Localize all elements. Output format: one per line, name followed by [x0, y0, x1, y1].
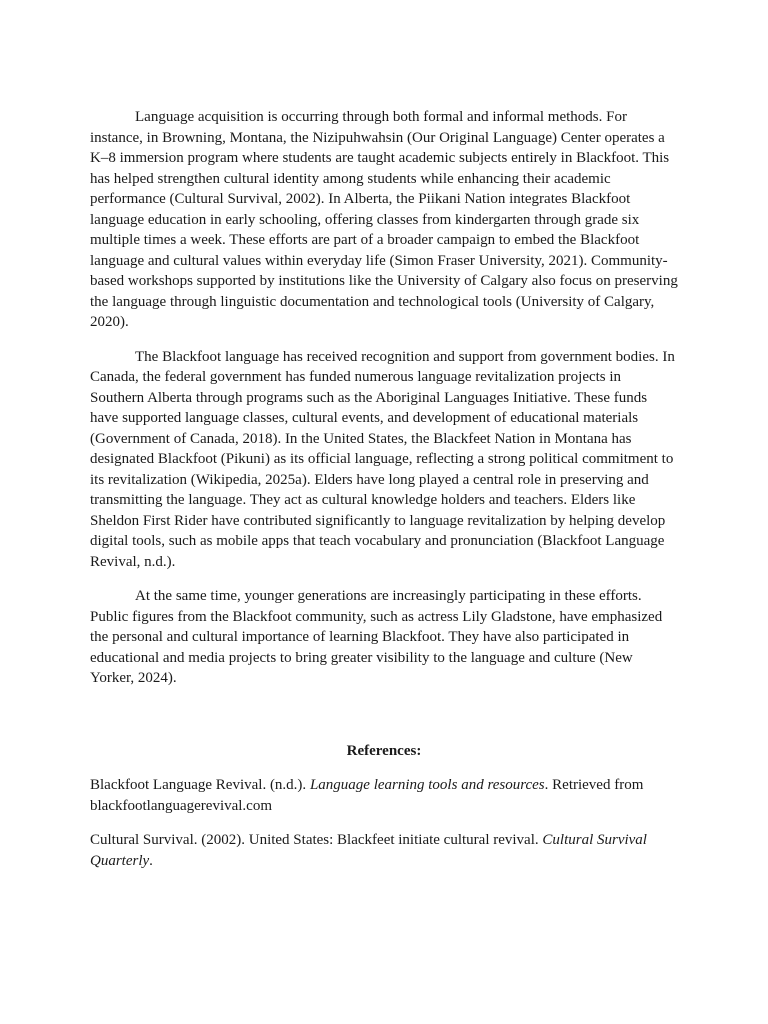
reference-text: Cultural Survival. (2002). United States: Blackfeet initiate cultural revival.: [90, 832, 543, 848]
body-paragraph: Language acquisition is occurring through both formal and informal methods. For instance, in Browning, Montana, the Nizipuhwahsin (Our Original Language) Center operates a K–8 immersion program where students are taught academic subjects entirely in Blackfoot. This has helped strengthen cultural identity among students while enhancing their academic performance (Cultural Survival, 2002). In Alberta, the Piikani Nation integrates Blackfoot language education in early schooling, offering classes from kindergarten through grade six multiple times a week. These efforts are part of a broader campaign to embed the Blackfoot language and cultural values within everyday life (Simon Fraser University, 2021). Community-based workshops supported by institutions like the University of Calgary also focus on preserving the language through linguistic documentation and technological tools (University of Calgary, 2020).: [90, 109, 678, 330]
reference-text: . Retrieved from blackfootlanguagerevival.com: [90, 777, 644, 814]
body-paragraph: The Blackfoot language has received recognition and support from government bodies. In Canada, the federal government has funded numerous language revitalization projects in Southern Alberta through programs such as the Aboriginal Languages Initiative. These funds have supported language classes, cultural events, and development of educational materials (Government of Canada, 2018). In the United States, the Blackfeet Nation in Montana has designated Blackfoot (Pikuni) as its official language, reflecting a strong political commitment to its revitalization (Wikipedia, 2025a). Elders have long played a central role in preserving and transmitting the language. They act as cultural knowledge holders and teachers. Elders like Sheldon First Rider have contributed significantly to language revitalization by helping develop digital tools, such as mobile apps that teach vocabulary and pronunciation (Blackfoot Language Revival, n.d.).: [90, 348, 675, 570]
reference-entry: [90, 830, 678, 871]
reference-text: .: [149, 852, 153, 869]
document-body: [90, 107, 678, 885]
reference-entry: [90, 775, 678, 816]
reference-title: Language learning tools and resources: [309, 777, 545, 793]
reference-text: Blackfoot Language Revival. (n.d.).: [90, 777, 310, 793]
reference-title: Cultural Survival Quarterly: [90, 832, 647, 869]
references-heading: References:: [346, 742, 422, 759]
body-paragraph: At the same time, younger generations are increasingly participating in these efforts. Public figures from the Blackfoot community, such as actress Lily Gladstone, have emphasized the personal and cultural importance of learning Blackfoot. They have also participated in educational and media projects to bring greater visibility to the language and culture (New Yorker, 2024).: [90, 588, 663, 686]
